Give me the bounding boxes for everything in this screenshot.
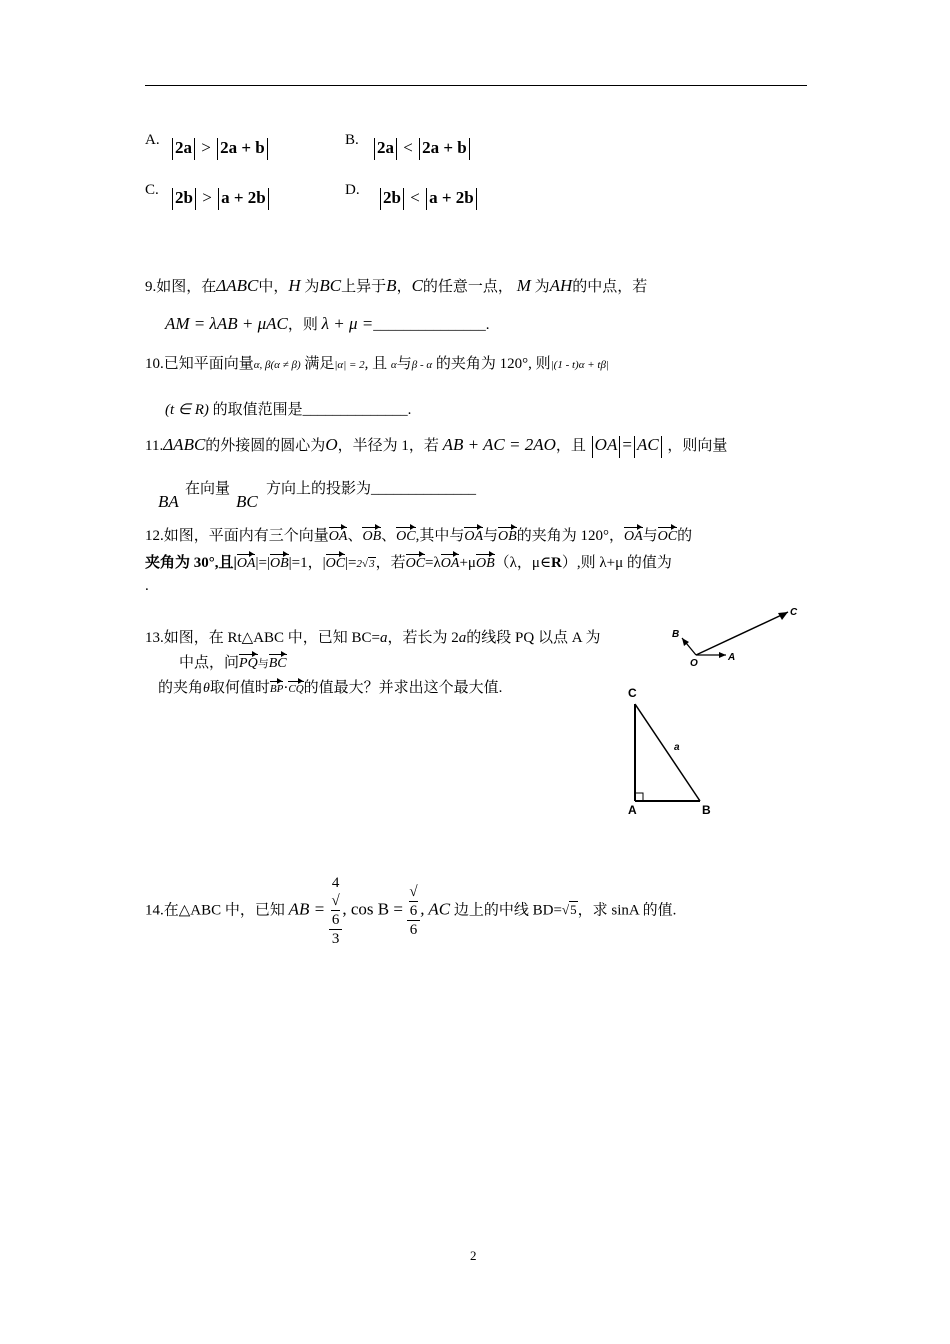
label-c: C bbox=[628, 686, 637, 700]
label-o: O bbox=[690, 658, 698, 669]
label-b: B bbox=[672, 629, 680, 640]
question-11-bc: BC bbox=[236, 492, 258, 511]
option-a: A. bbox=[145, 132, 160, 148]
option-a-expr: 2a > 2a + b bbox=[170, 138, 270, 160]
vector-oc bbox=[696, 612, 788, 655]
question-14: 14.在△ABC 中，已知 AB = 4 √ 6 3 , cos B = √ 6 6 , AC 边上的中线 BD=√5，求 sinA 的值. bbox=[145, 875, 677, 947]
question-11-t6: 在向量 bbox=[185, 481, 231, 497]
option-c-expr: 2b > a + 2b bbox=[170, 188, 271, 210]
option-b: B. bbox=[345, 132, 359, 148]
option-c: C. bbox=[145, 182, 159, 198]
label-b: B bbox=[702, 803, 711, 817]
question-9-line-2: AM = λAB + μAC，则 λ + μ =_______________. bbox=[165, 314, 490, 333]
question-11-ba: BA bbox=[158, 492, 179, 511]
question-13-line-2: 中点，问PQ与BC bbox=[179, 655, 287, 671]
question-12-line-2: 夹角为 30°,且|OA|=|OB|=1，|OC|=2√3，若OC=λOA+μOB（λ，μ∈R）,则 λ+μ 的值为 bbox=[145, 555, 672, 571]
right-angle-mark bbox=[635, 793, 643, 801]
fraction-root6-over-6: √ 6 6 bbox=[407, 883, 421, 939]
triangle-figure bbox=[618, 684, 728, 819]
option-b-expr: 2a < 2a + b bbox=[372, 138, 472, 160]
question-13-line-1: 13.如图，在 Rt△ABC 中，已知 BC=a，若长为 2a的线段 PQ 以点 A 为 bbox=[145, 630, 601, 646]
question-10-line-1: 10.已知平面向量α, β(α ≠ β) 满足|α| = 2, 且 α与β - α 的夹角为 120°, 则|(1 - t)α + tβ| bbox=[145, 356, 609, 372]
header-rule bbox=[145, 85, 807, 86]
page-number: 2 bbox=[470, 1248, 477, 1263]
question-9-line-1: 9.如图，在ΔABC中，H 为BC上异于B，C的任意一点， M 为AH的中点，若 bbox=[145, 276, 648, 295]
arrow-oa-icon bbox=[719, 652, 726, 658]
question-12-line-3: . bbox=[145, 578, 149, 594]
label-side-a: a bbox=[674, 742, 680, 753]
side-cb bbox=[635, 704, 700, 801]
label-c: C bbox=[790, 607, 798, 618]
question-10-line-2: (t ∈ R) 的取值范围是______________. bbox=[165, 402, 412, 418]
vector-figure bbox=[668, 600, 808, 670]
fraction-4-root6-over-3: 4 √ 6 3 bbox=[329, 874, 343, 948]
option-d-expr: 2b < a + 2b bbox=[378, 188, 479, 210]
question-13-line-3: 的夹角θ取何值时BP·CQ的值最大？并求出这个最大值. bbox=[158, 680, 503, 696]
label-a: A bbox=[628, 803, 637, 817]
question-11-line-1: 11.ΔABC的外接圆的圆心为O，半径为 1，若 AB + AC = 2AO，且 OA = AC ，则向量 bbox=[145, 434, 727, 458]
label-a: A bbox=[728, 652, 736, 663]
question-12-line-1: 12.如图，平面内有三个向量OA、OB、OC,其中与OA与OB的夹角为 120°，OA与OC的 bbox=[145, 528, 693, 544]
question-11-line-2: 方向上的投影为______________ bbox=[266, 481, 477, 497]
option-d: D. bbox=[345, 182, 360, 198]
